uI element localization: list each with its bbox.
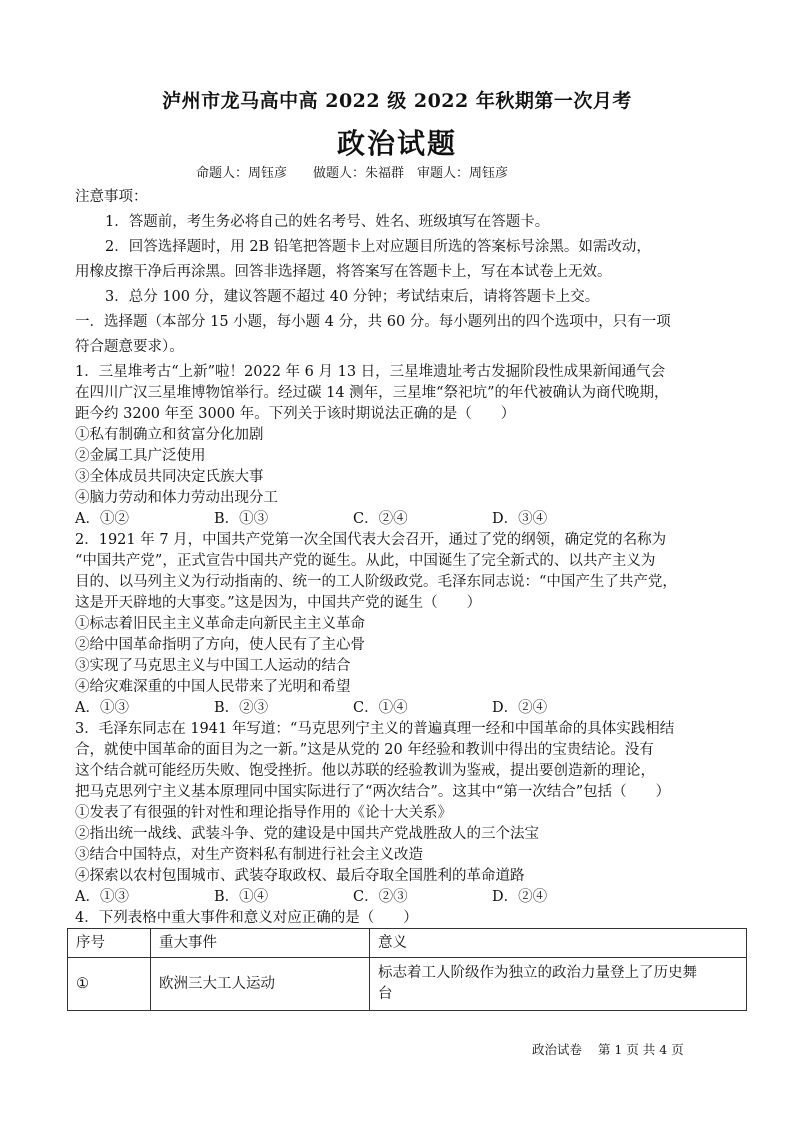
footer-subject: 政治试卷 xyxy=(532,1042,583,1057)
q2-stem-line: “中国共产党”，正式宣告中国共产党的诞生。从此，中国诞生了完全新式的、以共产主义为 xyxy=(75,553,656,569)
q2-option-b: B．②③ xyxy=(214,700,269,716)
table-cell-line: 台 xyxy=(378,986,393,1002)
q4-stem: 4．下列表格中重大事件和意义对应正确的是（ ） xyxy=(75,910,418,926)
q1-option-b: B．①③ xyxy=(214,511,269,527)
q1-item: ①私有制确立和贫富分化加剧 xyxy=(75,427,264,443)
q1-stem-line: 距今约 3200 年至 3000 年。下列关于该时期说法正确的是（ ） xyxy=(75,406,516,422)
q1-item: ③全体成员共同决定氏族大事 xyxy=(75,469,264,485)
exam-subject-title: 政治试题 xyxy=(336,127,457,160)
table-row xyxy=(68,958,747,1011)
authors-line: 命题人：周钰彦 做题人：朱福群 审题人：周钰彦 xyxy=(196,166,509,181)
q3-stem-line: 把马克思列宁主义基本原理同中国实际进行了“两次结合”。这其中“第一次结合”包括（ ） xyxy=(75,784,671,800)
notice-item-2-cont: 用橡皮擦干净后再涂黑。回答非选择题，将答案写在答题卡上，写在本试卷上无效。 xyxy=(75,264,612,280)
table-cell xyxy=(370,958,747,1011)
table-cell-line: 标志着工人阶级作为独立的政治力量登上了历史舞 xyxy=(378,965,697,981)
q1-option-c: C．②④ xyxy=(353,511,408,527)
exam-title: 泸州市龙马高中高 2022 级 2022 年秋期第一次月考 xyxy=(162,90,632,112)
q3-item: ②指出统一战线、武装斗争、党的建设是中国共产党战胜敌人的三个法宝 xyxy=(75,826,539,842)
q1-options xyxy=(75,509,725,530)
q1-stem-line: 1．三星堆考古“上新”啦！2022 年 6 月 13 日，三星堆遗址考古发掘阶段性成果新闻通气会 xyxy=(75,364,666,380)
q2-options xyxy=(75,698,725,719)
table-cell: 欧洲三大工人运动 xyxy=(151,958,370,1011)
q3-option-c: C．②③ xyxy=(353,889,408,905)
notice-item-3: 3．总分 100 分，建议答题不超过 40 分钟；考试结束后，请将答题卡上交。 xyxy=(105,289,600,305)
footer-page-number: 第 1 页 共 4 页 xyxy=(597,1042,684,1057)
table-header-cell: 重大事件 xyxy=(151,929,370,958)
q3-option-b: B．①④ xyxy=(214,889,269,905)
table-header-row xyxy=(68,929,747,958)
q3-item: ①发表了有很强的针对性和理论指导作用的《论十大关系》 xyxy=(75,805,452,821)
q3-stem-line: 合，就使中国革命的面目为之一新。”这是从党的 20 年经验和教训中得出的宝贵结论。没有 xyxy=(75,742,654,758)
q2-stem-line: 目的、以马列主义为行动指南的、统一的工人阶级政党。毛泽东同志说：“中国产生了共产党， xyxy=(75,574,677,590)
notice-heading: 注意事项： xyxy=(75,189,148,205)
q2-item: ④给灾难深重的中国人民带来了光明和希望 xyxy=(75,679,351,695)
notice-item-2: 2．回答选择题时，用 2B 铅笔把答题卡上对应题目所选的答案标号涂黑。如需改动， xyxy=(105,239,651,255)
table-header-cell: 序号 xyxy=(68,929,151,958)
q3-item: ③结合中国特点，对生产资料私有制进行社会主义改造 xyxy=(75,847,423,863)
q2-stem-line: 2．1921 年 7 月，中国共产党第一次全国代表大会召开，通过了党的纲领，确定党的名称为 xyxy=(75,532,667,548)
q1-item: ④脑力劳动和体力劳动出现分工 xyxy=(75,490,278,506)
section-heading-cont: 符合题意要求）。 xyxy=(75,339,184,355)
q3-item: ④探索以农村包围城市、武装夺取政权、最后夺取全国胜利的革命道路 xyxy=(75,868,525,884)
q4-event-table xyxy=(67,928,747,1011)
q3-stem-line: 这个结合就可能经历失败、饱受挫折。他以苏联的经验教训为鉴戒，提出要创造新的理论， xyxy=(75,763,655,779)
q3-options xyxy=(75,887,725,908)
q2-item: ①标志着旧民主主义革命走向新民主主义革命 xyxy=(75,616,365,632)
table-header-cell: 意义 xyxy=(370,929,747,958)
page-footer xyxy=(532,1040,684,1058)
q2-option-d: D．②④ xyxy=(492,700,548,716)
q1-item: ②金属工具广泛使用 xyxy=(75,448,206,464)
q1-stem-line: 在四川广汉三星堆博物馆举行。经过碳 14 测年，三星堆“祭祀坑”的年代被确认为商代晚期， xyxy=(75,385,669,401)
section-heading: 一．选择题（本部分 15 小题，每小题 4 分，共 60 分。每小题列出的四个选项中，只有一项 xyxy=(75,314,671,330)
exam-content xyxy=(75,187,725,929)
q2-item: ②给中国革命指明了方向，使人民有了主心骨 xyxy=(75,637,365,653)
table-cell: ① xyxy=(68,958,151,1011)
q3-stem-line: 3．毛泽东同志在 1941 年写道：“马克思列宁主义的普遍真理一经和中国革命的具体实践相结 xyxy=(75,721,675,737)
q2-stem-line: 这是开天辟地的大事变。”这是因为，中国共产党的诞生（ ） xyxy=(75,595,482,611)
q3-option-a: A．①③ xyxy=(75,889,129,905)
q1-option-a: A．①② xyxy=(75,511,129,527)
q2-option-a: A．①③ xyxy=(75,700,129,716)
notice-item-1: 1．答题前，考生务必将自己的姓名考号、姓名、班级填写在答题卡。 xyxy=(105,214,550,230)
q2-option-c: C．①④ xyxy=(353,700,408,716)
q1-option-d: D．③④ xyxy=(492,511,548,527)
q2-item: ③实现了马克思主义与中国工人运动的结合 xyxy=(75,658,351,674)
q3-option-d: D．②④ xyxy=(492,889,548,905)
